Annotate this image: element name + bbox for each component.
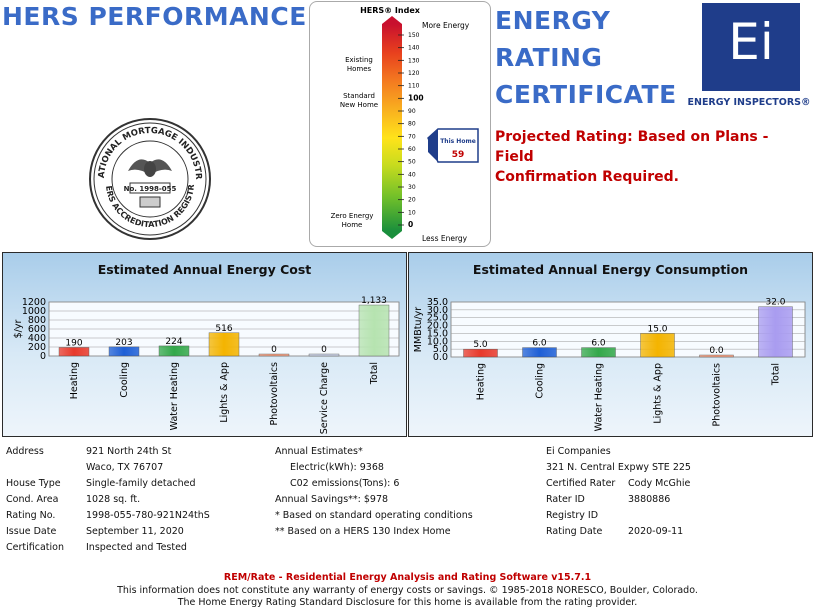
seal-bottom-text: ERS ACCREDITATION REGISTR [104,184,197,230]
hers-tick-label: 10 [408,209,416,217]
disclosure-text: The Home Energy Rating Standard Disclosure for this home is available from the rating provider. [177,597,638,608]
logo-name: ENERGY INSPECTORS® [687,97,811,108]
seal-top-text: ATIONAL MORTGAGE INDUSTR [96,125,204,180]
hers-tick-label: 80 [408,120,416,128]
annual-estimates-title: Annual Estimates* [275,446,363,457]
rater-id-value: 3880886 [628,494,671,505]
category-label: Photovoltaics [269,362,280,426]
rating-date-value: 2020-09-11 [628,526,684,537]
bar-value-label: 203 [115,337,133,348]
hers-tick-label: 90 [408,108,416,115]
hers-index-title: HERS® Index [360,6,420,15]
certificate-title [495,2,677,113]
bar [159,346,189,356]
accreditation-seal [88,117,212,245]
bar [641,333,675,357]
hers-tick-label: 100 [408,93,424,103]
bar-value-label: 0 [271,345,277,355]
area-label: Cond. Area [6,494,59,505]
existing-homes-label-1: Existing [345,56,373,64]
certification-value: Inspected and Tested [86,542,187,553]
address-label: Address [6,446,44,457]
bar [109,347,139,356]
bar-value-label: 15.0 [647,324,668,335]
standard-home-label-1: Standard [343,92,375,100]
category-label: Service Charge [319,362,330,435]
energy-consumption-title: Estimated Annual Energy Consumption [472,262,749,277]
hers-tick-label: 40 [408,171,416,179]
address-line-2: Waco, TX 76707 [86,462,164,473]
category-label: Total [369,362,380,385]
this-home-value: 59 [451,150,465,160]
category-label: Water Heating [593,363,605,432]
hers-tick-label: 30 [408,184,416,191]
electric-estimate: Electric(kWh): 9368 [290,462,384,473]
zero-energy-label-2: Home [341,221,363,229]
certified-rater-value: Cody McGhie [628,478,691,489]
category-label: Lights & App [652,363,664,424]
less-energy-label: Less Energy [422,234,468,243]
house-type-value: Single-family detached [86,478,196,489]
annual-savings: Annual Savings**: $978 [275,494,389,505]
rating-no-value: 1998-055-780-921N24thS [86,510,210,521]
more-energy-label: More Energy [422,21,470,30]
hers-tick-label: 20 [408,196,416,204]
certified-rater-label: Certified Rater [546,478,616,489]
category-label: Cooling [119,362,130,398]
bar [464,349,498,357]
y-tick-label: 20.0 [426,320,448,332]
bar [209,333,239,356]
category-label: Cooling [534,363,546,399]
area-value: 1028 sq. ft. [86,494,141,505]
hers-performance-title: HERS PERFORMANCE [2,2,307,31]
hers-tick-label: 70 [408,133,416,141]
co2-estimate: C02 emissions(Tons): 6 [290,478,400,489]
hers-index-scale [309,1,491,247]
bar-value-label: 0 [321,345,327,355]
hers-tick-label: 110 [408,82,420,90]
category-label: Water Heating [169,362,180,431]
certificate-title-line: ENERGY [495,6,611,35]
energy-cost-chart [3,253,406,436]
registry-id-label: Registry ID [546,510,599,521]
bar [759,307,793,357]
y-tick-label: 0 [39,351,46,362]
bar-value-label: 1,133 [361,296,387,307]
energy-inspectors-logo [702,3,800,91]
y-tick-label: 10.0 [426,336,448,348]
hers-tick-label: 130 [408,57,420,65]
bar-value-label: 224 [165,336,183,347]
y-tick-label: 15.0 [426,328,448,340]
zero-energy-label-1: Zero Energy [330,212,374,220]
hers-tick-label: 0 [408,220,414,229]
issue-date-value: September 11, 2020 [86,526,184,537]
bar-value-label: 6.0 [591,338,606,349]
standard-home-label-2: New Home [339,101,379,109]
y-tick-label: 1200 [21,297,46,308]
house-type-label: House Type [6,478,61,489]
y-tick-label: 600 [27,324,46,335]
bar-value-label: 5.0 [473,340,488,351]
this-home-marker [428,129,478,162]
y-tick-label: 800 [27,315,46,326]
address-line-1: 921 North 24th St [86,446,172,457]
y-tick-label: 400 [27,333,46,344]
rater-company-address: 321 N. Central Expwy STE 225 [546,462,691,473]
logo-mark: Ei [728,13,774,71]
estimates-note-1: * Based on standard operating conditions [275,510,473,521]
y-axis-label: MMBtu/yr [413,306,424,353]
hers-tick-label: 50 [408,158,416,166]
bar [582,348,616,357]
y-tick-label: 35.0 [426,297,448,308]
bar-value-label: 516 [215,323,233,334]
y-tick-label: 5.0 [432,344,448,356]
bar-value-label: 6.0 [532,338,547,349]
energy-cost-panel [2,252,407,437]
energy-consumption-chart [409,253,812,436]
plot-area [451,302,805,357]
projected-line: Confirmation Required. [495,169,679,185]
category-label: Heating [475,363,487,401]
category-label: Lights & App [219,362,230,423]
category-label: Photovoltaics [711,363,723,427]
this-home-label: This Home [440,138,476,145]
y-axis-label: $/yr [13,319,24,339]
y-tick-label: 0.0 [432,352,448,363]
certificate-title-line: RATING [495,43,603,72]
rating-date-label: Rating Date [546,526,603,537]
y-tick-label: 25.0 [426,312,448,324]
y-tick-label: 200 [27,342,46,353]
certificate-title-line: CERTIFICATE [495,80,677,109]
hers-tick-label: 140 [408,44,420,52]
bar-value-label: 32.0 [765,297,786,308]
hers-scale-graphic [310,2,490,246]
projected-line: Projected Rating: Based on Plans - Field [495,129,769,165]
hers-tick-label: 120 [408,70,420,77]
rater-id-label: Rater ID [546,494,585,505]
projected-rating-note [495,127,805,187]
certification-label: Certification [6,542,64,553]
seal-number: No. 1998-055 [123,185,177,193]
software-credit: REM/Rate - Residential Energy Analysis and Rating Software v15.7.1 [223,572,592,583]
bar [359,305,389,356]
category-label: Heating [69,362,80,400]
category-label: Total [770,363,782,386]
seal-graphic [88,117,212,241]
rating-no-label: Rating No. [6,510,56,521]
existing-homes-label-2: Homes [346,65,372,73]
energy-cost-title: Estimated Annual Energy Cost [97,262,312,277]
y-tick-label: 30.0 [426,304,448,316]
bar-value-label: 190 [65,338,83,349]
y-tick-label: 1000 [21,306,46,317]
bar-value-label: 0.0 [709,346,724,356]
issue-date-label: Issue Date [6,526,57,537]
bar [523,348,557,357]
estimates-note-2: ** Based on a HERS 130 Index Home [275,526,451,537]
energy-consumption-panel [408,252,813,437]
disclaimer-text: This information does not constitute any warranty of energy costs or savings. © 1985-2018 NORESCO, Boulder, Colorado. [117,585,698,596]
bar [59,347,89,356]
rater-company: Ei Companies [546,446,611,457]
hers-tick-label: 150 [408,32,420,39]
hers-tick-label: 60 [408,146,416,153]
